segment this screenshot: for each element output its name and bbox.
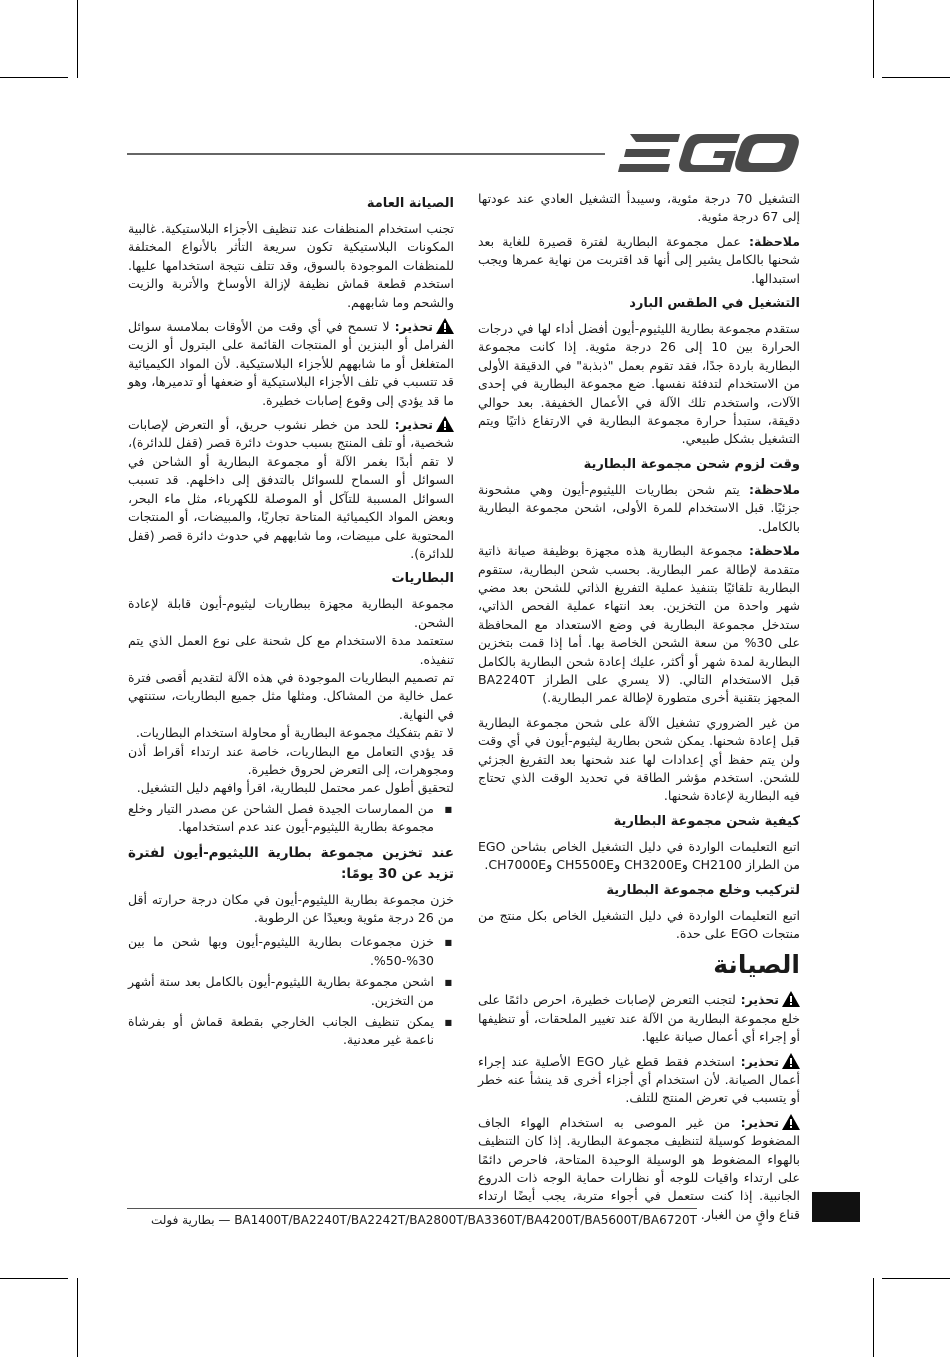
- right-column: [478, 190, 800, 1230]
- ego-logo: [618, 130, 800, 176]
- batteries-line: ستعتمد مدة الاستخدام مع كل شحنة على نوع العمل الذي يتم تنفيذه.: [128, 633, 454, 667]
- crop-mark-top-left-v: [77, 0, 78, 78]
- note-partial-charge: [478, 481, 800, 536]
- heading-cold-weather: التشغيل في الطقس البارد: [629, 296, 800, 312]
- note-label: ملاحظة:: [749, 481, 800, 497]
- warning-triangle-icon: [782, 1053, 800, 1069]
- warning-chemicals: [128, 318, 454, 410]
- warning-triangle-icon: [436, 318, 454, 334]
- warning-text: لا تسمح في أي وقت من الأوقات بملامسة سوائل الفرامل أو البنزين أو المنتجات القائمة على البترول أو الزيت المتغلغل أو ما شابههم للأجزاء البلاستيكية. لأن المواد الكيميائية قد تتسبب في تلف الأجزاء البلاستيكية أو ضعفها أو تدميرها، وهو ما قد يؤدي إلى وقوع إصابات خطيرة.: [128, 319, 454, 408]
- batteries-line: تم تصميم البطاريات الموجودة في هذه الآلة لتقديم أقصى فترة عمل خالية من المشاكل. ومثلها مثل جميع البطاريات، ستنتهي في النهاية.: [128, 669, 454, 722]
- warning-text: من غير الموصى به استخدام الهواء الجاف المضغوط كوسيلة لتنظيف مجموعة البطارية. إذا كان التنظيف بالهواء المضغوط هو الوسيلة الوحيدة المتاحة، فاحرص دائمًا على ارتداء واقيات للوجه أو نظارات حماية الوجه ذات الدروع الجانبية. إذا كنت ستعمل في أجواء متربة، يجب أيضًا ارتداء قناع واقٍ من الغبار.: [478, 1114, 800, 1222]
- batteries-bullet-list: [128, 800, 454, 837]
- warning-label: تحذير:: [394, 417, 433, 433]
- note-label: ملاحظة:: [749, 543, 800, 559]
- paragraph-cold-weather: ستقدم مجموعة بطارية الليثيوم-أيون أفضل أداء لها في درجات الحرارة بين 10 إلى 26 درجة مئوية. إذا كانت مجموعة البطارية باردة جدًا، فقد تقوم بعمل "ذبذبة" في الدقيقة الأولى من الاستخدام لتدفئة نفسها. ضع مجموعة البطارية في إحدى الآلات، واستخدم تلك الآلة في الأعمال الخفيفة. بعد حوالي دقيقة، ستبدأ حرارة مجموعة البطارية في الارتفاع ذاتيًا ويتم التشغيل بشكل طبيعي.: [478, 321, 800, 447]
- batteries-line: قد يؤدي التعامل مع البطاريات، خاصة عند ارتداء أقراط أذن ومجوهرات، إلى التعرض لحروق خطيرة.: [128, 743, 454, 777]
- note-self-maintenance: [478, 542, 800, 708]
- paragraph-recharge: من غير الضروري تشغيل الآلة على شحن مجموعة البطارية قبل إعادة شحنها. يمكن شحن بطارية ليثيوم-أيون في أي وقت ولن يتم حفظ أي إعدادات لها عند شحنها بعد التفريغ الجزئي للشحن. استخدم مؤشر الطاقة في تحديد الوقت الذي تحتاج فيه البطارية لإعادة شحنها.: [478, 714, 800, 804]
- heading-maintenance: الصيانة: [713, 950, 800, 980]
- heading-general-maintenance: الصيانة العامة: [366, 196, 454, 211]
- list-item: ■ اشحن مجموعة بطارية الليثيوم-أيون بالكامل بعد ستة أشهر من التخزين.: [128, 973, 434, 1010]
- paragraph-install-remove: اتبع التعليمات الواردة في دليل التشغيل الخاص بكل منتج من منتجات EGO على حدة.: [478, 907, 800, 941]
- crop-mark-bottom-left-h: [0, 1278, 68, 1279]
- paragraph-how-to-charge: اتبع التعليمات الواردة في دليل التشغيل الخاص بشاحن EGO من الطراز CH2100 وCH3200E وCH5500E وCH7000E.: [478, 838, 800, 873]
- warning-text: للحد من خطر نشوب حريق، أو التعرض لإصابات شخصية، أو تلف المنتج بسبب حدوث دائرة قصر (قفل للدائرة)، لا تقم أبدًا بغمر الآلة أو مجموعة البطارية أو الشاحن في السوائل أو السماح للسوائل بالتدفق إلى داخلهم. قد تسبب السوائل المسببة للتآكل أو الموصلة للكهرباء، مثل ماء البحر، وبعض المواد الكيميائية المتاحة تجاريًا، والمبيضات، أو المنتجات المحتوية على مبيضات، وما شابههم في حدوث دائرة قصر (قفل للدائرة).: [128, 417, 454, 561]
- crop-mark-top-right-h: [882, 77, 950, 78]
- warning-original-parts: [478, 1053, 800, 1108]
- list-item: ■ خزن مجموعات بطارية الليثيوم-أيون وبها شحن ما بين 30%-50%.: [128, 933, 434, 970]
- crop-mark-bottom-right-v: [873, 1278, 874, 1357]
- crop-mark-top-left-h: [0, 77, 68, 78]
- left-column: [128, 190, 454, 1056]
- crop-mark-top-right-v: [873, 0, 874, 78]
- heading-how-to-charge: كيفية شحن مجموعة البطارية: [613, 813, 800, 829]
- page-number-tab: [812, 1192, 860, 1222]
- header-rule: [127, 153, 605, 155]
- crop-mark-bottom-right-h: [882, 1278, 950, 1279]
- crop-mark-bottom-left-v: [77, 1278, 78, 1357]
- batteries-line: لا تقم بتفكيك مجموعة البطارية أو محاولة استخدام البطاريات.: [135, 725, 454, 741]
- note-text: عمل مجموعة البطارية لفترة قصيرة للغاية بعد شحنها بالكامل يشير إلى أنها قد اقتربت من نهاية عمرها ويجب استبدالها.: [478, 233, 800, 286]
- note-text: يتم شحن بطاريات الليثيوم-أيون وهي مشحونة جزئيًا. قبل الاستخدام للمرة الأولى، اشحن مجموعة البطارية بالكامل.: [478, 481, 800, 534]
- note-label: ملاحظة:: [749, 233, 800, 249]
- heading-storage: عند تخزين مجموعة بطارية الليثيوم-أيون لفترة تزيد عن 30 يومًا:: [128, 844, 454, 882]
- note-text: مجموعة البطارية هذه مجهزة بوظيفة صيانة ذاتية متقدمة لإطالة عمر البطارية. بحسب شحن البطارية، ستقوم البطارية تلقائيًا بتنفيذ عملية التفريغ الذاتي للشحن بعد مضي شهر واحدة من التخزين. بعد انتهاء عملية الفحص الذاتي، ستدخل مجموعة البطارية في وضع الاستعداد مع المحافظة على 30% من سعة الشحن الخاصة بها. أما إذا قمت بتخزين البطارية لمدة شهر أو أكثر، عليك إعادة شحن البطارية بالكامل قبل الاستخدام التالي. (لا يسري على الطراز BA2240T المجهز بتقنية أخرى متطورة لإطالة عمر البطارية.): [478, 543, 800, 706]
- heading-install-remove: لتركيب وخلع مجموعة البطارية: [606, 882, 800, 898]
- heading-charge-time: وقت لزوم شحن مجموعة البطارية: [583, 456, 800, 472]
- batteries-line: لتحقيق أطول عمر محتمل للبطارية، اقرأ وافهم دليل التشغيل.: [136, 780, 454, 796]
- heading-batteries: البطاريات: [391, 571, 454, 587]
- warning-label: تحذير:: [740, 1114, 779, 1130]
- warning-triangle-icon: [782, 991, 800, 1007]
- paragraph-storage: خزن مجموعة بطارية الليثيوم-أيون في مكان درجة حرارته أقل من 26 درجة مئوية وبعيدًا عن الرطوبة.: [128, 891, 454, 925]
- warning-label: تحذير:: [740, 992, 779, 1008]
- footer-rule: [127, 1208, 697, 1209]
- footer-model-list: BA1400T/BA2240T/BA2242T/BA2800T/BA3360T/BA4200T/BA5600T/BA6720T — بطارية فولت: [150, 1213, 697, 1227]
- note-battery-life: [478, 233, 800, 288]
- batteries-line: مجموعة البطارية مجهزة ببطاريات ليثيوم-أيون قابلة لإعادة الشحن.: [128, 596, 454, 630]
- paragraph-temperature: التشغيل 70 درجة مئوية، وسيبدأ التشغيل العادي عند عودتها إلى 67 درجة مئوية.: [478, 191, 800, 225]
- paragraph-general-maintenance: تجنب استخدام المنظفات عند تنظيف الأجزاء البلاستيكية. غالبية المكونات البلاستيكية تكون سريعة التأثر بالأنواع المختلفة للمنظفات الموجودة بالسوق، وقد تتلف نتيجة استخدامها عليها. استخدم قطعة قماش نظيفة لإزالة الأوساخ والأتربة والزيت والشحم وما شابههم.: [128, 221, 454, 310]
- warning-triangle-icon: [436, 416, 454, 432]
- warning-label: تحذير:: [740, 1053, 779, 1069]
- list-item: ■ يمكن تنظيف الجانب الخارجي بقطعة قماش أو بفرشاة ناعمة غير معدنية.: [128, 1013, 434, 1050]
- warning-remove-battery: [478, 991, 800, 1046]
- warning-label: تحذير:: [394, 319, 433, 335]
- storage-bullet-list: [128, 933, 454, 1049]
- list-item: ■ من الممارسات الجيدة فصل الشاحن عن مصدر التيار وخلع مجموعة بطارية الليثيوم-أيون عند عدم استخدامها.: [128, 800, 434, 837]
- warning-triangle-icon: [782, 1114, 800, 1130]
- warning-text: لتجنب التعرض لإصابات خطيرة، احرص دائمًا على خلع مجموعة البطارية من الآلة عند تغيير الملحقات، أو تنظيفها أو إجراء أي أعمال صيانة عليها.: [478, 992, 800, 1045]
- warning-liquids: [128, 416, 454, 563]
- warning-text: استخدم فقط قطع غيار EGO الأصلية عند إجراء أعمال الصيانة. لأن استخدام أي أجزاء أخرى قد ينشأ عنه خطر أو يتسبب في تعرض المنتج للتلف.: [478, 1053, 800, 1106]
